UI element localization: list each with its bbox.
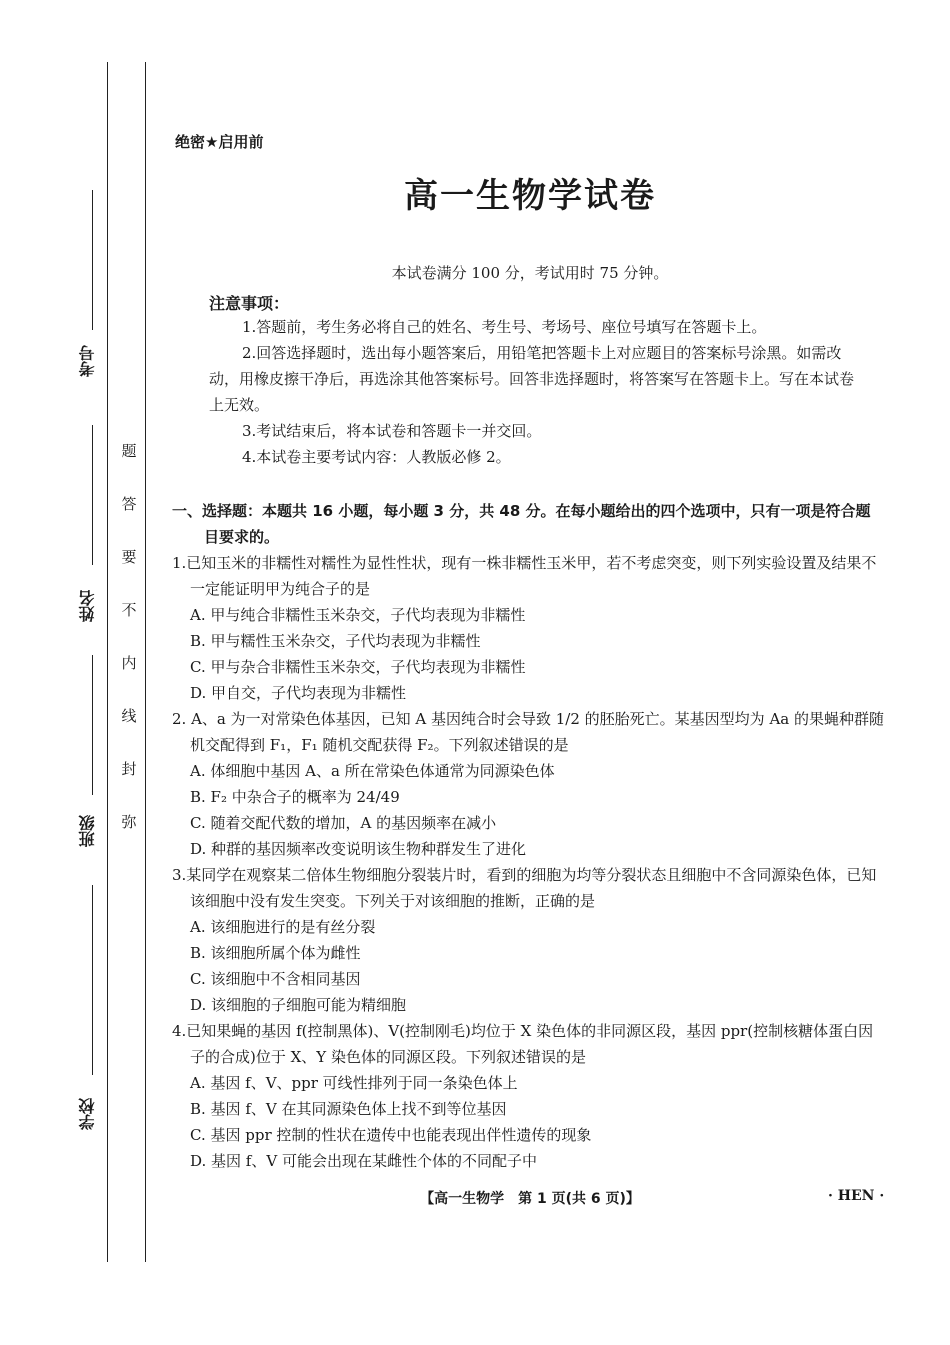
option-d: D. 基因 f、V 可能会出现在某雌性个体的不同配子中 [190,1152,537,1170]
option-a: A. 体细胞中基因 A、a 所在常染色体通常为同源染色体 [190,762,555,780]
option-b: B. 基因 f、V 在其同源染色体上找不到等位基因 [190,1100,507,1118]
section-heading: 一、选择题：本题共 16 小题，每小题 3 分，共 48 分。在每小题给出的四个选项中，只有一项是符合题目要求的。 [172,502,871,546]
question-4 [172,1018,884,1174]
school-blank [92,885,93,1075]
notice-heading: 注意事项： [209,294,290,313]
question-stem: 1.已知玉米的非糯性对糯性为显性性状，现有一株非糯性玉米甲，若不考虑突变，则下列实验设置及结果不一定能证明甲为纯合子的是 [172,554,877,598]
exam-info: 本试卷满分 100 分，考试用时 75 分钟。 [391,264,669,282]
option-a: A. 基因 f、V、ppr 可线性排列于同一条染色体上 [190,1074,518,1092]
exam-number-label: 考号 [78,345,97,377]
secret-mark: 绝密★启用前 [175,133,264,151]
class-label: 班级 [78,815,97,847]
option-a: A. 甲与纯合非糯性玉米杂交，子代均表现为非糯性 [190,606,526,624]
option-c: C. 基因 ppr 控制的性状在遗传中也能表现出伴性遗传的现象 [190,1126,592,1144]
question-section [172,498,884,1174]
notice-item: 1.答题前，考生务必将自己的姓名、考生号、考场号、座位号填写在答题卡上。 [242,318,767,336]
option-a: A. 该细胞进行的是有丝分裂 [190,918,376,936]
option-b: B. 该细胞所属个体为雌性 [190,944,361,962]
name-label: 姓名 [78,590,97,622]
option-b: B. 甲与糯性玉米杂交，子代均表现为非糯性 [190,632,481,650]
question-3 [172,862,884,1018]
seal-warning: 题 答 要 不 内 线 封 弥 [121,442,137,831]
notice-item: 2.回答选择题时，选出每小题答案后，用铅笔把答题卡上对应题目的答案标号涂黑。如需改动，用橡皮擦干净后，再选涂其他答案标号。回答非选择题时，将答案写在答题卡上。写在本试卷上无效。 [209,344,855,414]
option-d: D. 种群的基因频率改变说明该生物种群发生了进化 [190,840,527,858]
option-c: C. 甲与杂合非糯性玉米杂交，子代均表现为非糯性 [190,658,526,676]
notice-list [209,314,854,470]
question-1 [172,550,884,706]
page-footer: 【高一生物学 第 1 页(共 6 页)】 [420,1191,640,1207]
question-stem: 4.已知果蝇的基因 f(控制黑体)、V(控制刚毛)均位于 X 染色体的非同源区段，基因 ppr(控制核糖体蛋白因子的合成)位于 X、Y 染色体的同源区段。下列叙述错误的是 [172,1022,874,1066]
option-c: C. 随着交配代数的增加，A 的基因频率在减小 [190,814,497,832]
footer-code: · HEN · [828,1188,885,1204]
option-b: B. F₂ 中杂合子的概率为 24/49 [190,788,400,806]
question-stem: 3.某同学在观察某二倍体生物细胞分裂装片时，看到的细胞为均等分裂状态且细胞中不含同源染色体，已知该细胞中没有发生突变。下列关于对该细胞的推断，正确的是 [172,866,877,910]
page-title: 高一生物学试卷 [404,176,656,216]
option-d: D. 该细胞的子细胞可能为精细胞 [190,996,407,1014]
option-d: D. 甲自交，子代均表现为非糯性 [190,684,407,702]
question-2 [172,706,884,862]
binding-line-outer [107,62,108,1262]
option-c: C. 该细胞中不含相同基因 [190,970,361,988]
class-blank [92,655,93,795]
notice-item: 3.考试结束后，将本试卷和答题卡一并交回。 [242,422,542,440]
notice-item: 4.本试卷主要考试内容：人教版必修 2。 [242,448,511,466]
name-blank [92,425,93,565]
binding-line-inner [145,62,146,1262]
question-stem: 2. A、a 为一对常染色体基因，已知 A 基因纯合时会导致 1/2 的胚胎死亡。某基因型均为 Aa 的果蝇种群随机交配得到 F₁，F₁ 随机交配获得 F₂。下列叙述错误的是 [172,710,884,754]
school-label: 学校 [78,1098,97,1130]
